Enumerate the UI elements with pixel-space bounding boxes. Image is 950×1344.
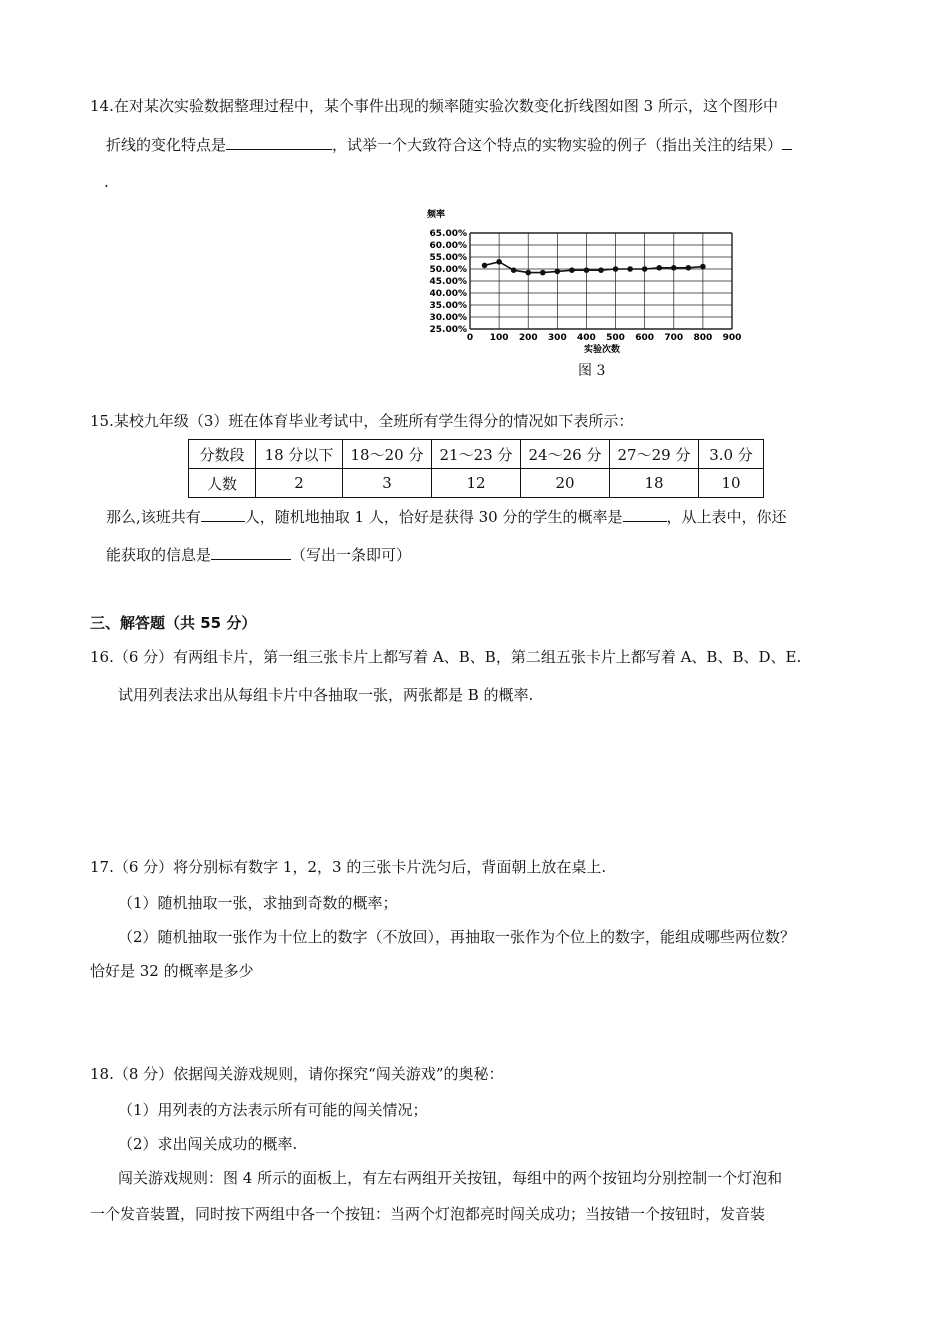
q16-line1: 16.（6 分）有两组卡片，第一组三张卡片上都写着 A、B、B，第二组五张卡片上都写着 A、B、B、D、E.	[90, 648, 802, 666]
data-point	[700, 264, 706, 270]
q14-line2	[106, 134, 792, 155]
frequency-series-line	[485, 262, 703, 273]
answer-blank	[782, 134, 792, 150]
y-tick-label: 65.00%	[429, 229, 467, 239]
x-tick-label: 0	[466, 333, 474, 343]
q18-line4: 闯关游戏规则：图 4 所示的面板上，有左右两组开关按钮，每组中的两个按钮均分别控制一个灯泡和	[118, 1169, 783, 1187]
x-tick-label: 100	[489, 333, 509, 343]
table-cell: 3	[343, 469, 432, 498]
data-point	[496, 259, 502, 265]
q15-text-d: 能获取的信息是	[106, 546, 212, 564]
figure-caption: 图 3	[578, 363, 606, 379]
table-cell: 21～23 分	[432, 440, 521, 469]
data-point	[613, 266, 619, 272]
y-tick-label: 25.00%	[429, 325, 467, 335]
q14-line3: .	[104, 173, 109, 191]
q14-text-a: 折线的变化特点是	[106, 136, 227, 154]
q15-text-e: （写出一条即可）	[291, 546, 412, 564]
data-point	[482, 263, 488, 269]
table-header-row	[189, 440, 764, 469]
x-tick-label: 800	[693, 333, 713, 343]
q18-line5: 一个发音装置，同时按下两组中各一个按钮：当两个灯泡都亮时闯关成功；当按错一个按钮时，发音装	[90, 1205, 766, 1223]
x-tick-label: 300	[547, 333, 567, 343]
y-tick-label: 60.00%	[429, 241, 467, 251]
data-point	[686, 265, 692, 271]
q17-line3: （2）随机抽取一张作为十位上的数字（不放回），再抽取一张作为个位上的数字，能组成哪些两位数？	[118, 928, 796, 946]
x-tick-label: 900	[722, 333, 742, 343]
data-point	[555, 269, 561, 275]
table-cell: 18 分以下	[256, 440, 343, 469]
q14-line1: 14.在对某次实验数据整理过程中，某个事件出现的频率随实验次数变化折线图如图 3 所示，这个图形中	[90, 97, 778, 115]
answer-blank	[201, 506, 245, 522]
score-table	[188, 439, 764, 498]
q17-line4: 恰好是 32 的概率是多少	[90, 962, 254, 980]
q15-line1: 15.某校九年级（3）班在体育毕业考试中，全班所有学生得分的情况如下表所示：	[90, 412, 634, 430]
data-point	[642, 266, 648, 272]
data-point	[569, 267, 575, 273]
data-point	[540, 270, 546, 276]
table-cell: 18～20 分	[343, 440, 432, 469]
data-point	[511, 267, 517, 273]
q15-line2	[106, 506, 787, 527]
answer-blank	[211, 544, 291, 560]
y-tick-label: 40.00%	[429, 289, 467, 299]
q17-line1: 17.（6 分）将分别标有数字 1，2，3 的三张卡片洗匀后，背面朝上放在桌上.	[90, 858, 607, 876]
table-cell: 人数	[189, 469, 256, 498]
y-tick-label: 30.00%	[429, 313, 467, 323]
data-point	[627, 266, 633, 272]
data-point	[671, 265, 677, 271]
x-tick-label: 700	[664, 333, 684, 343]
table-row	[189, 469, 764, 498]
q18-line1: 18.（8 分）依据闯关游戏规则，请你探究“闯关游戏”的奥秘：	[90, 1065, 504, 1083]
table-cell: 20	[521, 469, 610, 498]
x-tick-label: 500	[606, 333, 625, 343]
q15-text-a: 那么,该班共有	[106, 508, 201, 526]
q18-line2: （1）用列表的方法表示所有可能的闯关情况；	[118, 1101, 428, 1119]
q15-text-c: ，从上表中，你还	[666, 508, 787, 526]
x-tick-label: 600	[635, 333, 655, 343]
x-axis-label: 实验次数	[583, 345, 621, 355]
y-tick-label: 35.00%	[429, 301, 467, 311]
x-tick-label: 400	[577, 333, 596, 343]
section-title: 三、解答题（共 55 分）	[90, 614, 257, 632]
frequency-line-chart	[412, 205, 782, 355]
y-axis-label: 频率	[427, 210, 446, 220]
table-cell: 3.0 分	[699, 440, 764, 469]
data-point	[584, 267, 590, 273]
table-cell: 2	[256, 469, 343, 498]
answer-blank	[226, 134, 332, 150]
table-cell: 18	[610, 469, 699, 498]
x-tick-label: 200	[518, 333, 538, 343]
y-tick-label: 45.00%	[429, 277, 467, 287]
q15-text-b: 人，随机地抽取 1 人，恰好是获得 30 分的学生的概率是	[244, 508, 623, 526]
table-cell: 分数段	[189, 440, 256, 469]
q17-line2: （1）随机抽取一张，求抽到奇数的概率；	[118, 894, 398, 912]
q14-text-b: ，试举一个大致符合这个特点的实物实验的例子（指出关注的结果）	[332, 136, 783, 154]
table-cell: 27～29 分	[610, 440, 699, 469]
data-point	[598, 267, 604, 273]
q16-line2: 试用列表法求出从每组卡片中各抽取一张，两张都是 B 的概率.	[118, 686, 534, 704]
data-point	[656, 265, 662, 271]
y-tick-label: 55.00%	[429, 253, 467, 263]
q15-line3	[106, 544, 411, 565]
data-point	[525, 270, 531, 276]
table-cell: 24～26 分	[521, 440, 610, 469]
table-cell: 10	[699, 469, 764, 498]
answer-blank	[623, 506, 667, 522]
y-tick-label: 50.00%	[429, 265, 467, 275]
table-cell: 12	[432, 469, 521, 498]
q18-line3: （2）求出闯关成功的概率.	[118, 1135, 298, 1153]
